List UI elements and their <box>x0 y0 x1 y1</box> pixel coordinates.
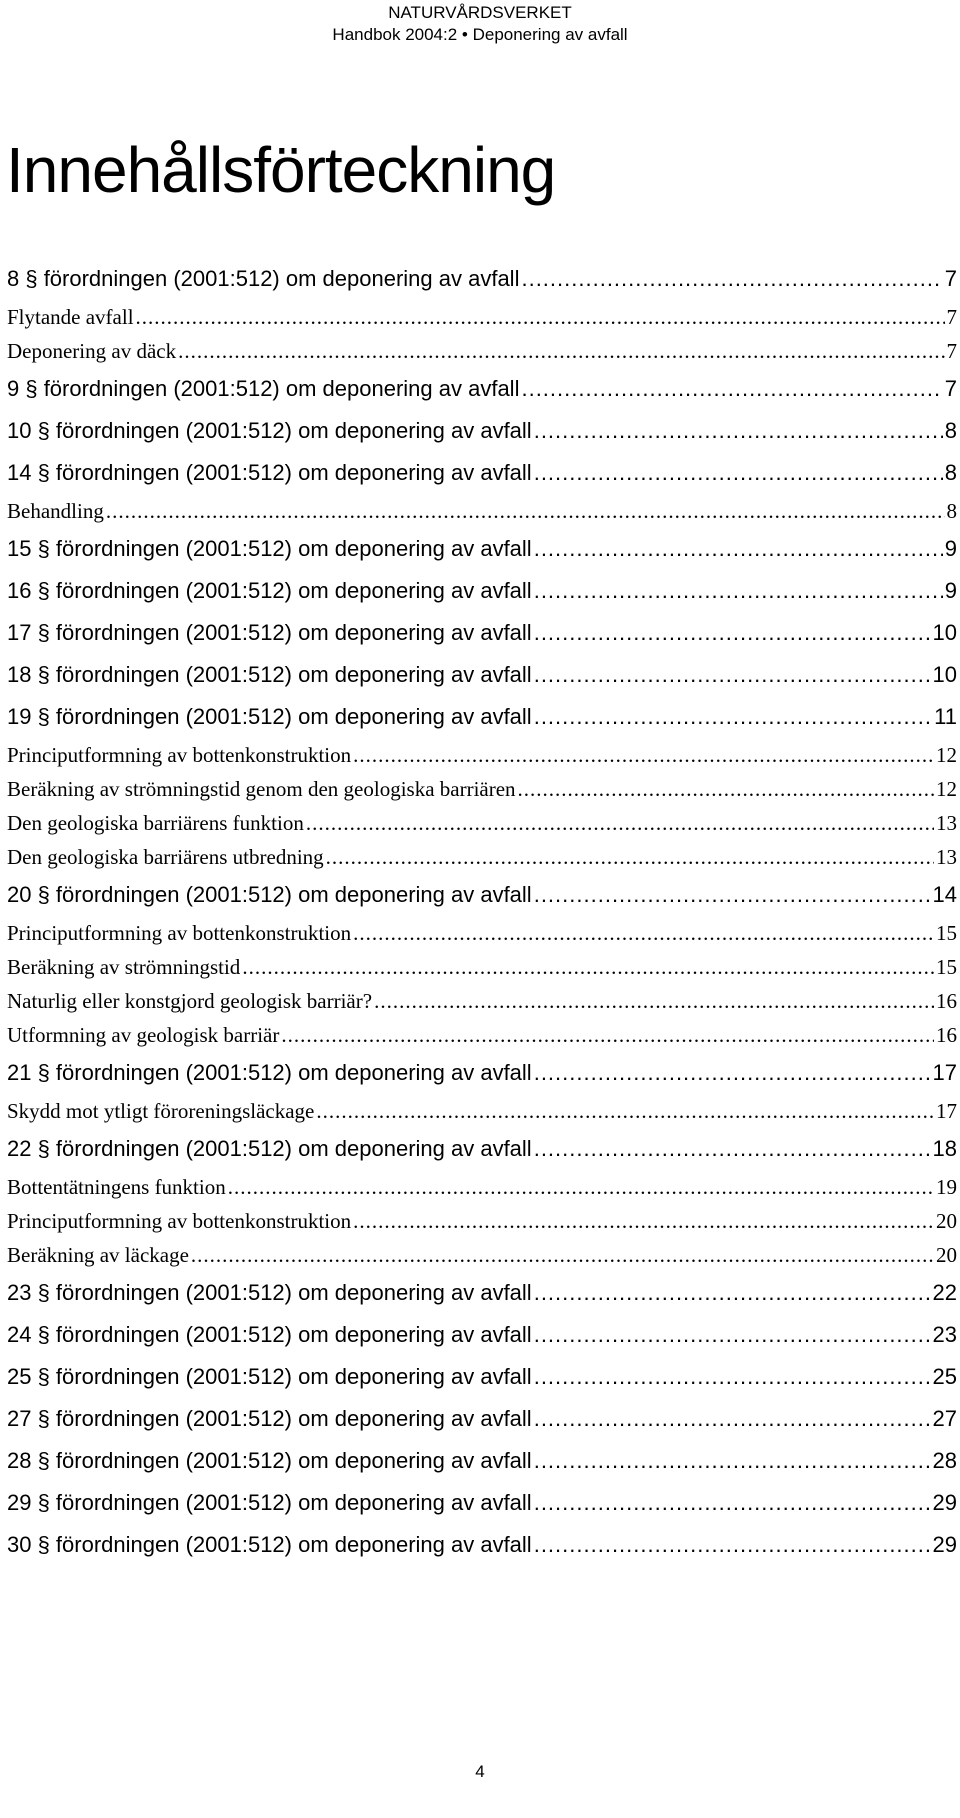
dot-leader <box>534 874 931 916</box>
toc-entry[interactable] <box>7 334 959 368</box>
table-of-contents <box>7 258 959 1566</box>
toc-entry-page: 8 <box>944 460 957 485</box>
toc-entry[interactable] <box>7 696 959 738</box>
dot-leader <box>521 368 942 410</box>
dot-leader <box>306 806 934 840</box>
toc-entry-page: 14 <box>932 882 957 907</box>
toc-entry[interactable] <box>7 1524 959 1566</box>
toc-entry[interactable] <box>7 1482 959 1524</box>
toc-entry-page: 7 <box>946 339 957 363</box>
toc-entry-page: 9 <box>944 578 957 603</box>
toc-entry-page: 7 <box>946 305 957 329</box>
toc-entry-title: Principutformning av bottenkonstruktion <box>7 743 352 767</box>
toc-entry-page: 25 <box>932 1364 957 1389</box>
toc-entry[interactable] <box>7 950 959 984</box>
toc-entry-title: 18 § förordningen (2001:512) om deponering av avfall <box>7 662 532 687</box>
toc-entry-page: 18 <box>932 1136 957 1161</box>
toc-entry-title: 30 § förordningen (2001:512) om deponering av avfall <box>7 1532 532 1557</box>
toc-entry[interactable] <box>7 1052 959 1094</box>
toc-entry-page: 17 <box>932 1060 957 1085</box>
dot-leader <box>374 984 934 1018</box>
toc-entry[interactable] <box>7 840 959 874</box>
toc-entry[interactable] <box>7 806 959 840</box>
toc-entry-page: 16 <box>936 1023 957 1047</box>
toc-entry[interactable] <box>7 654 959 696</box>
toc-entry[interactable] <box>7 1356 959 1398</box>
toc-entry[interactable] <box>7 916 959 950</box>
toc-entry-page: 11 <box>934 704 957 729</box>
toc-entry-page: 12 <box>936 777 957 801</box>
toc-entry[interactable] <box>7 1238 959 1272</box>
toc-entry[interactable] <box>7 258 959 300</box>
header-org: NATURVÅRDSVERKET <box>388 3 572 22</box>
toc-entry[interactable] <box>7 1272 959 1314</box>
toc-entry-title: 23 § förordningen (2001:512) om deponering av avfall <box>7 1280 532 1305</box>
toc-entry-title: 9 § förordningen (2001:512) om deponering av avfall <box>7 376 520 401</box>
toc-entry-page: 17 <box>936 1099 957 1123</box>
toc-entry-page: 13 <box>936 811 957 835</box>
toc-entry[interactable] <box>7 772 959 806</box>
toc-entry-page: 22 <box>932 1280 957 1305</box>
toc-entry-title: Beräkning av strömningstid <box>7 955 241 979</box>
toc-entry[interactable] <box>7 984 959 1018</box>
toc-entry[interactable] <box>7 874 959 916</box>
dot-leader <box>228 1170 934 1204</box>
toc-entry-page: 7 <box>944 266 957 291</box>
toc-entry-title: 20 § förordningen (2001:512) om deponering av avfall <box>7 882 532 907</box>
dot-leader <box>326 840 934 874</box>
toc-entry[interactable] <box>7 1094 959 1128</box>
toc-entry-title: Behandling <box>7 499 104 523</box>
toc-entry-page: 7 <box>944 376 957 401</box>
toc-entry[interactable] <box>7 1170 959 1204</box>
page-title: Innehållsförteckning <box>6 134 556 206</box>
dot-leader <box>281 1018 934 1052</box>
dot-leader <box>518 772 934 806</box>
dot-leader <box>534 654 931 696</box>
toc-entry[interactable] <box>7 1128 959 1170</box>
toc-entry-title: Utformning av geologisk barriär <box>7 1023 280 1047</box>
toc-entry[interactable] <box>7 300 959 334</box>
toc-entry-page: 20 <box>936 1243 957 1267</box>
toc-entry-title: 27 § förordningen (2001:512) om deponering av avfall <box>7 1406 532 1431</box>
dot-leader <box>534 696 932 738</box>
toc-entry-title: 17 § förordningen (2001:512) om deponering av avfall <box>7 620 532 645</box>
dot-leader <box>242 950 934 984</box>
dot-leader <box>534 1356 931 1398</box>
dot-leader <box>534 1398 931 1440</box>
toc-entry-title: Den geologiska barriärens utbredning <box>7 845 324 869</box>
page-number: 4 <box>475 1762 485 1781</box>
toc-entry-title: Deponering av däck <box>7 339 177 363</box>
toc-entry-title: 21 § förordningen (2001:512) om deponering av avfall <box>7 1060 532 1085</box>
toc-entry-title: 15 § förordningen (2001:512) om deponering av avfall <box>7 536 532 561</box>
toc-entry[interactable] <box>7 410 959 452</box>
dot-leader <box>191 1238 934 1272</box>
dot-leader <box>534 1272 931 1314</box>
toc-entry-page: 28 <box>932 1448 957 1473</box>
dot-leader <box>106 494 945 528</box>
toc-entry-page: 19 <box>936 1175 957 1199</box>
toc-entry-title: 22 § förordningen (2001:512) om deponering av avfall <box>7 1136 532 1161</box>
toc-entry[interactable] <box>7 528 959 570</box>
toc-entry-page: 8 <box>946 499 957 523</box>
toc-entry-page: 8 <box>944 418 957 443</box>
toc-entry[interactable] <box>7 1018 959 1052</box>
toc-entry-title: Beräkning av läckage <box>7 1243 189 1267</box>
toc-entry-page: 15 <box>936 921 957 945</box>
toc-entry-title: 14 § förordningen (2001:512) om deponering av avfall <box>7 460 532 485</box>
toc-entry-title: Flytande avfall <box>7 305 134 329</box>
toc-entry[interactable] <box>7 1204 959 1238</box>
dot-leader <box>534 570 943 612</box>
toc-entry-title: Naturlig eller konstgjord geologisk barriär? <box>7 989 373 1013</box>
dot-leader <box>534 1128 931 1170</box>
toc-entry-page: 10 <box>932 620 957 645</box>
toc-entry-title: 25 § förordningen (2001:512) om deponering av avfall <box>7 1364 532 1389</box>
dot-leader <box>534 528 943 570</box>
toc-entry[interactable] <box>7 494 959 528</box>
page-header <box>0 2 960 46</box>
toc-entry-page: 9 <box>944 536 957 561</box>
dot-leader <box>521 258 942 300</box>
toc-entry-page: 20 <box>936 1209 957 1233</box>
header-subtitle: Handbok 2004:2 • Deponering av avfall <box>332 25 628 44</box>
toc-entry-title: Den geologiska barriärens funktion <box>7 811 304 835</box>
toc-entry-page: 29 <box>932 1532 957 1557</box>
toc-entry-page: 29 <box>932 1490 957 1515</box>
toc-entry[interactable] <box>7 612 959 654</box>
dot-leader <box>534 452 943 494</box>
toc-entry-title: Principutformning av bottenkonstruktion <box>7 921 352 945</box>
toc-entry-title: 16 § förordningen (2001:512) om deponering av avfall <box>7 578 532 603</box>
toc-entry-title: Principutformning av bottenkonstruktion <box>7 1209 352 1233</box>
toc-entry[interactable] <box>7 1398 959 1440</box>
toc-entry-title: 29 § förordningen (2001:512) om deponering av avfall <box>7 1490 532 1515</box>
dot-leader <box>353 1204 934 1238</box>
toc-entry[interactable] <box>7 1440 959 1482</box>
dot-leader <box>534 1524 931 1566</box>
toc-entry-title: Skydd mot ytligt föroreningsläckage <box>7 1099 315 1123</box>
toc-entry-title: 10 § förordningen (2001:512) om deponering av avfall <box>7 418 532 443</box>
toc-entry-page: 16 <box>936 989 957 1013</box>
toc-entry-page: 15 <box>936 955 957 979</box>
toc-entry-page: 13 <box>936 845 957 869</box>
dot-leader <box>534 612 931 654</box>
toc-entry-page: 10 <box>932 662 957 687</box>
dot-leader <box>534 1440 931 1482</box>
toc-entry[interactable] <box>7 570 959 612</box>
dot-leader <box>178 334 944 368</box>
dot-leader <box>534 1314 931 1356</box>
toc-entry-title: 8 § förordningen (2001:512) om deponering av avfall <box>7 266 520 291</box>
toc-entry-title: 28 § förordningen (2001:512) om deponering av avfall <box>7 1448 532 1473</box>
toc-entry-page: 27 <box>932 1406 957 1431</box>
dot-leader <box>534 410 943 452</box>
dot-leader <box>534 1052 931 1094</box>
toc-entry-page: 23 <box>932 1322 957 1347</box>
toc-entry-title: Bottentätningens funktion <box>7 1175 226 1199</box>
toc-entry[interactable] <box>7 452 959 494</box>
dot-leader <box>353 916 934 950</box>
toc-entry[interactable] <box>7 1314 959 1356</box>
dot-leader <box>353 738 934 772</box>
toc-entry[interactable] <box>7 738 959 772</box>
toc-entry-title: 19 § förordningen (2001:512) om deponering av avfall <box>7 704 532 729</box>
toc-entry-title: 24 § förordningen (2001:512) om deponering av avfall <box>7 1322 532 1347</box>
toc-entry-title: Beräkning av strömningstid genom den geologiska barriären <box>7 777 516 801</box>
dot-leader <box>534 1482 931 1524</box>
dot-leader <box>136 300 945 334</box>
dot-leader <box>316 1094 934 1128</box>
toc-entry-page: 12 <box>936 743 957 767</box>
toc-entry[interactable] <box>7 368 959 410</box>
